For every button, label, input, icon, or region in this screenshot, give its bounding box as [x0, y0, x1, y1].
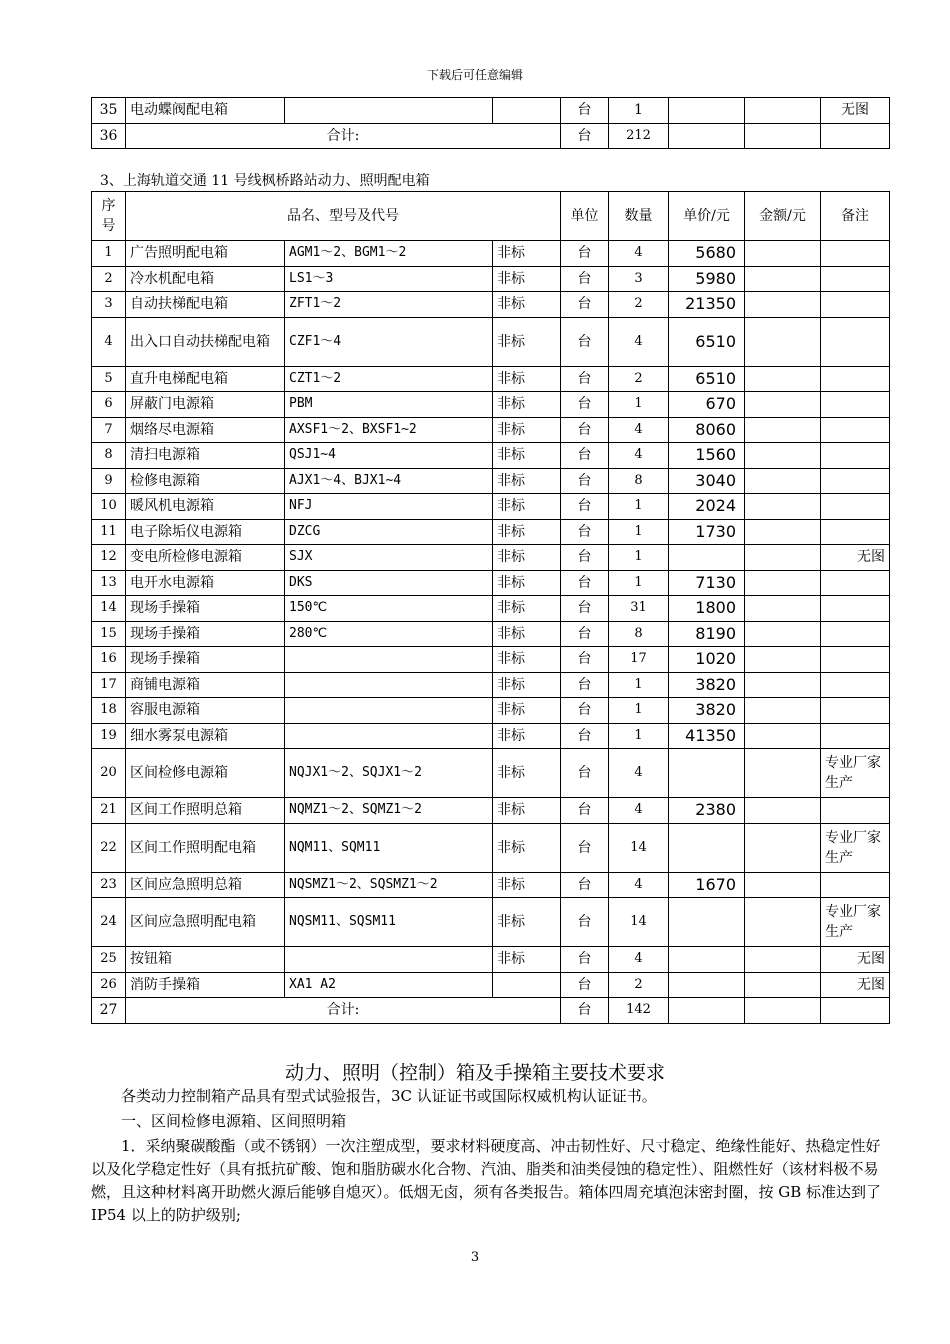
row-amount: [745, 823, 821, 872]
row-amount: [745, 545, 821, 571]
row-note: [821, 366, 890, 392]
row-model: 280℃: [285, 621, 493, 647]
row-price: 3820: [669, 672, 745, 698]
row-qty: 8: [609, 468, 669, 494]
row-model: AGM1～2、BGM1～2: [285, 241, 493, 267]
row-amount: [745, 266, 821, 292]
row-standard: 非标: [493, 443, 561, 469]
row-model: SJX: [285, 545, 493, 571]
table-row: [92, 443, 890, 469]
row-qty: 1: [609, 98, 669, 124]
row-amount: [745, 749, 821, 798]
header-note: 下载后可任意编辑: [426, 68, 523, 82]
page-number: 3: [470, 1250, 480, 1265]
row-model: QSJ1~4: [285, 443, 493, 469]
paragraph-heading: 一、区间检修电源箱、区间照明箱: [121, 1112, 347, 1130]
table-row: [92, 872, 890, 898]
row-standard: 非标: [493, 417, 561, 443]
row-qty: 4: [609, 417, 669, 443]
table-row: [92, 98, 890, 124]
row-qty: 4: [609, 872, 669, 898]
row-standard: 非标: [493, 292, 561, 318]
row-name: 暖风机电源箱: [126, 494, 285, 520]
table-row: [92, 823, 890, 872]
row-no: 6: [92, 392, 126, 418]
row-no: 14: [92, 596, 126, 622]
row-amount: [745, 596, 821, 622]
row-standard: [493, 972, 561, 998]
row-note: [821, 570, 890, 596]
row-qty: 1: [609, 570, 669, 596]
row-name: 现场手操箱: [126, 647, 285, 673]
row-no: 22: [92, 823, 126, 872]
row-model: CZF1～4: [285, 317, 493, 366]
total-label: 合计:: [126, 998, 561, 1024]
row-price: [669, 545, 745, 571]
row-note: [821, 672, 890, 698]
row-amount: [745, 723, 821, 749]
row-price: 2380: [669, 798, 745, 824]
row-no: 21: [92, 798, 126, 824]
row-price: [669, 749, 745, 798]
row-standard: 非标: [493, 698, 561, 724]
total-qty: 142: [609, 998, 669, 1024]
section-title: 动力、照明（控制）箱及手操箱主要技术要求: [284, 1062, 665, 1084]
row-amount: [745, 898, 821, 947]
row-note: 无图: [821, 947, 890, 973]
row-amount: [745, 621, 821, 647]
total-label: 合计:: [126, 123, 561, 149]
row-standard: 非标: [493, 749, 561, 798]
table-row: [92, 672, 890, 698]
row-amount: [745, 366, 821, 392]
row-qty: 31: [609, 596, 669, 622]
row-name: 区间工作照明总箱: [126, 798, 285, 824]
row-name: 屏蔽门电源箱: [126, 392, 285, 418]
row-unit: 台: [561, 972, 609, 998]
total-no: 27: [92, 998, 126, 1024]
row-no: 2: [92, 266, 126, 292]
top-table: [91, 97, 890, 149]
row-unit: 台: [561, 468, 609, 494]
row-note: 无图: [821, 545, 890, 571]
row-standard: 非标: [493, 898, 561, 947]
header-name: 品名、型号及代号: [126, 192, 561, 241]
row-no: 3: [92, 292, 126, 318]
row-name: 商铺电源箱: [126, 672, 285, 698]
row-no: 24: [92, 898, 126, 947]
row-no: 16: [92, 647, 126, 673]
row-name: 清扫电源箱: [126, 443, 285, 469]
row-amount: [745, 672, 821, 698]
row-name: 出入口自动扶梯配电箱: [126, 317, 285, 366]
row-name: 烟络尽电源箱: [126, 417, 285, 443]
row-qty: 17: [609, 647, 669, 673]
row-name: 消防手操箱: [126, 972, 285, 998]
row-no: 25: [92, 947, 126, 973]
table-row: [92, 749, 890, 798]
row-name: 区间检修电源箱: [126, 749, 285, 798]
row-no: 4: [92, 317, 126, 366]
row-note: 专业厂家生产: [821, 823, 890, 872]
table-row: [92, 468, 890, 494]
row-note: [821, 519, 890, 545]
row-no: 9: [92, 468, 126, 494]
row-unit: 台: [561, 317, 609, 366]
row-model: DKS: [285, 570, 493, 596]
header-note: 备注: [821, 192, 890, 241]
total-unit: 台: [561, 998, 609, 1024]
row-no: 20: [92, 749, 126, 798]
row-unit: 台: [561, 647, 609, 673]
row-amount: [745, 647, 821, 673]
table-row: [92, 647, 890, 673]
row-price: 1670: [669, 872, 745, 898]
row-unit: 台: [561, 545, 609, 571]
row-price: 8190: [669, 621, 745, 647]
row-note: [821, 596, 890, 622]
row-model: XA1 A2: [285, 972, 493, 998]
table-caption: 3、上海轨道交通 11 号线枫桥路站动力、照明配电箱: [100, 173, 430, 189]
row-standard: 非标: [493, 545, 561, 571]
row-model: AJX1～4、BJX1~4: [285, 468, 493, 494]
row-price: 3040: [669, 468, 745, 494]
paragraph-certification: 各类动力控制箱产品具有型式试验报告，3C 认证证书或国际权威机构认证证书。: [121, 1087, 657, 1105]
row-qty: 2: [609, 292, 669, 318]
row-model: PBM: [285, 392, 493, 418]
row-qty: 1: [609, 545, 669, 571]
row-no: 8: [92, 443, 126, 469]
row-qty: 3: [609, 266, 669, 292]
row-price: 2024: [669, 494, 745, 520]
row-amount: [745, 570, 821, 596]
row-unit: 台: [561, 494, 609, 520]
row-no: 10: [92, 494, 126, 520]
row-amount: [745, 698, 821, 724]
row-standard: 非标: [493, 947, 561, 973]
main-table: [91, 191, 890, 1024]
row-name: 区间应急照明配电箱: [126, 898, 285, 947]
row-note: [821, 798, 890, 824]
table-row: [92, 317, 890, 366]
row-model: NQM11、SQM11: [285, 823, 493, 872]
row-name: 区间应急照明总箱: [126, 872, 285, 898]
row-price: [669, 823, 745, 872]
row-model: [285, 947, 493, 973]
row-note: [821, 417, 890, 443]
row-qty: 14: [609, 823, 669, 872]
row-qty: 2: [609, 366, 669, 392]
row-model: NQSM11、SQSM11: [285, 898, 493, 947]
row-model: CZT1～2: [285, 366, 493, 392]
row-no: 5: [92, 366, 126, 392]
table-row: [92, 123, 890, 149]
row-model: NQMZ1～2、SQMZ1～2: [285, 798, 493, 824]
row-unit: 台: [561, 698, 609, 724]
row-price: 5680: [669, 241, 745, 267]
row-standard: 非标: [493, 570, 561, 596]
row-amount: [745, 468, 821, 494]
row-no: 23: [92, 872, 126, 898]
row-note: [821, 647, 890, 673]
row-standard: 非标: [493, 468, 561, 494]
row-no: 11: [92, 519, 126, 545]
table-row: [92, 596, 890, 622]
row-no: 17: [92, 672, 126, 698]
row-unit: 台: [561, 519, 609, 545]
row-note: [821, 621, 890, 647]
row-price: [669, 972, 745, 998]
row-standard: 非标: [493, 366, 561, 392]
row-unit: 台: [561, 872, 609, 898]
row-amount: [745, 392, 821, 418]
row-note: [821, 494, 890, 520]
row-unit: 台: [561, 392, 609, 418]
row-unit: 台: [561, 621, 609, 647]
header-no: 序号: [92, 192, 126, 241]
row-qty: 4: [609, 798, 669, 824]
row-name: 变电所检修电源箱: [126, 545, 285, 571]
row-unit: 台: [561, 292, 609, 318]
row-model: AXSF1～2、BXSF1~2: [285, 417, 493, 443]
row-unit: 台: [561, 366, 609, 392]
table-row: [92, 570, 890, 596]
row-unit: 台: [561, 672, 609, 698]
row-note: [821, 266, 890, 292]
row-unit: 台: [561, 98, 609, 124]
table-row: [92, 698, 890, 724]
row-name: 现场手操箱: [126, 621, 285, 647]
row-unit: 台: [561, 596, 609, 622]
table-row: [92, 972, 890, 998]
row-name: 电开水电源箱: [126, 570, 285, 596]
row-unit: 台: [561, 723, 609, 749]
row-qty: 1: [609, 672, 669, 698]
row-amount: [745, 417, 821, 443]
row-price: [669, 947, 745, 973]
row-amount: [745, 519, 821, 545]
row-unit: 台: [561, 798, 609, 824]
row-no: 35: [92, 98, 126, 124]
row-name: 现场手操箱: [126, 596, 285, 622]
row-standard: 非标: [493, 647, 561, 673]
row-price: 1560: [669, 443, 745, 469]
row-price: [669, 898, 745, 947]
row-standard: 非标: [493, 241, 561, 267]
row-unit: 台: [561, 898, 609, 947]
row-standard: 非标: [493, 317, 561, 366]
row-no: 13: [92, 570, 126, 596]
row-name: 冷水机配电箱: [126, 266, 285, 292]
table-row: [92, 947, 890, 973]
table-row: [92, 417, 890, 443]
row-name: 自动扶梯配电箱: [126, 292, 285, 318]
header-qty: 数量: [609, 192, 669, 241]
row-amount: [745, 947, 821, 973]
row-name: 区间工作照明配电箱: [126, 823, 285, 872]
row-price: 1800: [669, 596, 745, 622]
row-unit: 台: [561, 417, 609, 443]
row-price: 8060: [669, 417, 745, 443]
row-price: 7130: [669, 570, 745, 596]
row-standard: 非标: [493, 798, 561, 824]
row-price: 1730: [669, 519, 745, 545]
row-qty: 8: [609, 621, 669, 647]
row-no: 36: [92, 123, 126, 149]
row-qty: 1: [609, 494, 669, 520]
row-price: 21350: [669, 292, 745, 318]
row-name: 容服电源箱: [126, 698, 285, 724]
table-row: [92, 241, 890, 267]
row-price: 6510: [669, 317, 745, 366]
row-amount: [745, 292, 821, 318]
row-name: 细水雾泵电源箱: [126, 723, 285, 749]
table-row: [92, 519, 890, 545]
row-name: 直升电梯配电箱: [126, 366, 285, 392]
row-standard: 非标: [493, 672, 561, 698]
row-model: DZCG: [285, 519, 493, 545]
row-note: [821, 392, 890, 418]
row-model: NQJX1～2、SQJX1～2: [285, 749, 493, 798]
table-row: [92, 898, 890, 947]
row-no: 15: [92, 621, 126, 647]
paragraph-material: 1．采纳聚碳酸酯（或不锈钢）一次注塑成型，要求材料硬度高、冲击韧性好、尺寸稳定、绝缘性能好、热稳定性好以及化学稳定性好（具有抵抗矿酸、饱和脂肪碳水化合物、汽油、脂类和油类侵蚀的稳定性）、阻燃性好（该材料极不易燃，且这种材料离开助燃火源后能够自熄灭）。低烟无卤，须有各类报告。箱体四周充填泡沫密封圈，按 GB 标准达到了 IP54 以上的防护级别;: [91, 1137, 882, 1224]
row-model: LS1～3: [285, 266, 493, 292]
row-name: 电子除垢仪电源箱: [126, 519, 285, 545]
row-standard: 非标: [493, 494, 561, 520]
row-qty: 1: [609, 392, 669, 418]
row-unit: 台: [561, 123, 609, 149]
row-model: [285, 647, 493, 673]
row-note: 专业厂家生产: [821, 898, 890, 947]
row-name: 检修电源箱: [126, 468, 285, 494]
row-name: 广告照明配电箱: [126, 241, 285, 267]
row-name: 按钮箱: [126, 947, 285, 973]
table-row: [92, 723, 890, 749]
row-standard: 非标: [493, 519, 561, 545]
row-price: 3820: [669, 698, 745, 724]
row-note: 专业厂家生产: [821, 749, 890, 798]
row-unit: 台: [561, 749, 609, 798]
table-row: [92, 366, 890, 392]
table-row: [92, 266, 890, 292]
row-qty: 14: [609, 898, 669, 947]
row-model: [285, 723, 493, 749]
table-row: [92, 392, 890, 418]
row-standard: 非标: [493, 823, 561, 872]
row-unit: 台: [561, 823, 609, 872]
table-row: [92, 798, 890, 824]
row-no: 19: [92, 723, 126, 749]
row-note: 无图: [821, 98, 890, 124]
total-row: [92, 998, 890, 1024]
row-qty: 2: [609, 972, 669, 998]
row-amount: [745, 494, 821, 520]
table-row: [92, 494, 890, 520]
header-amount: 金额/元: [745, 192, 821, 241]
row-unit: 台: [561, 241, 609, 267]
table-row: [92, 621, 890, 647]
row-note: [821, 317, 890, 366]
row-standard: 非标: [493, 266, 561, 292]
row-price: 6510: [669, 366, 745, 392]
row-qty: 212: [609, 123, 669, 149]
row-qty: 1: [609, 698, 669, 724]
row-qty: 4: [609, 947, 669, 973]
row-unit: 台: [561, 443, 609, 469]
row-note: [821, 698, 890, 724]
row-model: [285, 672, 493, 698]
row-standard: 非标: [493, 596, 561, 622]
table-row: [92, 292, 890, 318]
row-model: NQSMZ1～2、SQSMZ1～2: [285, 872, 493, 898]
row-no: 7: [92, 417, 126, 443]
row-qty: 4: [609, 241, 669, 267]
row-model: [285, 698, 493, 724]
row-amount: [745, 443, 821, 469]
row-unit: 台: [561, 947, 609, 973]
row-qty: 1: [609, 723, 669, 749]
row-note: [821, 241, 890, 267]
row-unit: 台: [561, 570, 609, 596]
row-note: 无图: [821, 972, 890, 998]
row-model: 150℃: [285, 596, 493, 622]
row-unit: 台: [561, 266, 609, 292]
row-amount: [745, 317, 821, 366]
row-standard: 非标: [493, 621, 561, 647]
row-price: 41350: [669, 723, 745, 749]
row-amount: [745, 798, 821, 824]
row-amount: [745, 872, 821, 898]
row-model: ZFT1～2: [285, 292, 493, 318]
table-row: [92, 545, 890, 571]
row-model: NFJ: [285, 494, 493, 520]
row-note: [821, 468, 890, 494]
row-no: 26: [92, 972, 126, 998]
row-no: 18: [92, 698, 126, 724]
row-standard: 非标: [493, 872, 561, 898]
row-standard: 非标: [493, 723, 561, 749]
header-unit: 单位: [561, 192, 609, 241]
row-amount: [745, 972, 821, 998]
row-qty: 1: [609, 519, 669, 545]
row-price: 5980: [669, 266, 745, 292]
row-standard: 非标: [493, 392, 561, 418]
row-qty: 4: [609, 317, 669, 366]
row-no: 12: [92, 545, 126, 571]
header-price: 单价/元: [669, 192, 745, 241]
row-price: 1020: [669, 647, 745, 673]
row-name: 电动蝶阀配电箱: [126, 98, 285, 124]
row-qty: 4: [609, 443, 669, 469]
row-qty: 4: [609, 749, 669, 798]
row-note: [821, 872, 890, 898]
table-header-row: [92, 192, 890, 241]
row-amount: [745, 241, 821, 267]
row-price: 670: [669, 392, 745, 418]
row-no: 1: [92, 241, 126, 267]
row-note: [821, 443, 890, 469]
row-note: [821, 723, 890, 749]
row-note: [821, 292, 890, 318]
